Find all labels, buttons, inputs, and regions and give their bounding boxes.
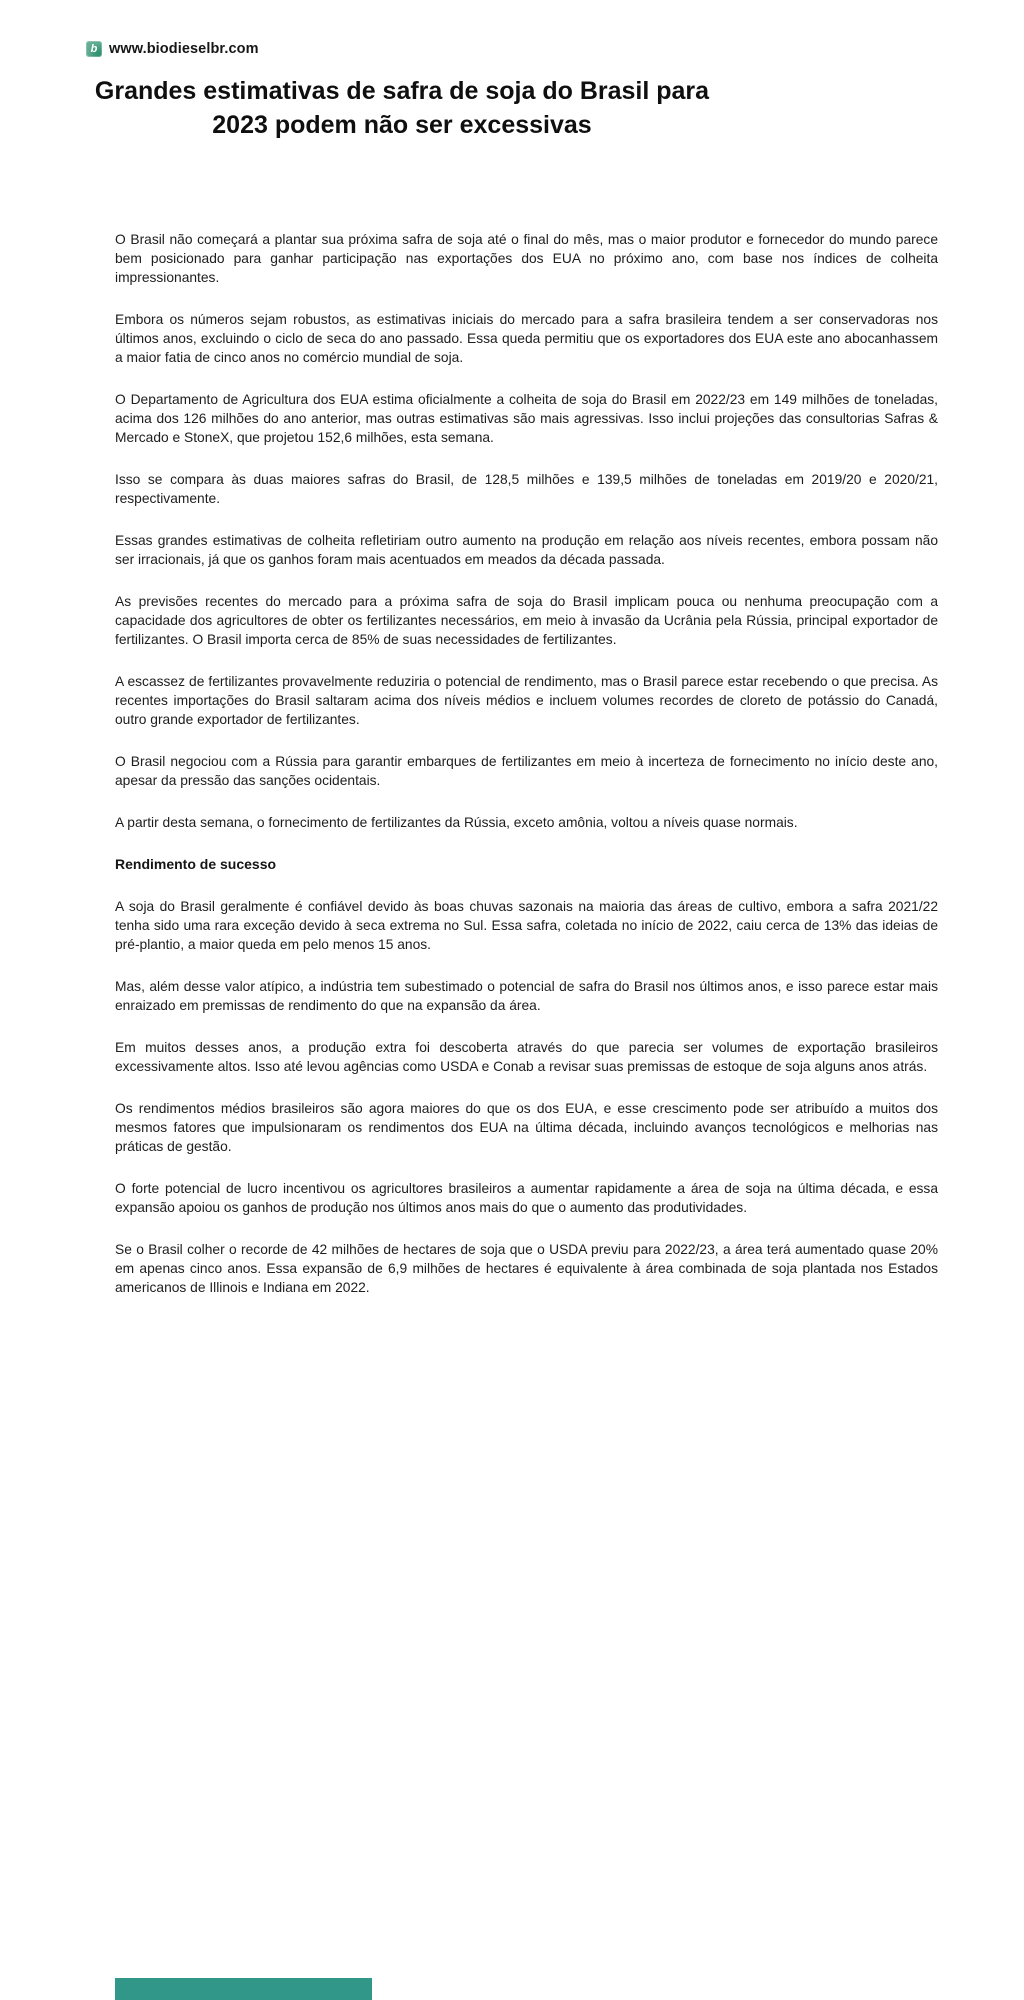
site-header: [86, 41, 259, 57]
paragraph: O Brasil negociou com a Rússia para garantir embarques de fertilizantes em meio à incerteza de fornecimento no início deste ano, apesar da pressão das sanções ocidentais.: [115, 754, 938, 788]
paragraph: Embora os números sejam robustos, as estimativas iniciais do mercado para a safra brasileira tendem a ser conservadoras nos últimos anos, excluindo o ciclo de seca do ano passado. Essa queda permitiu que os exportadores dos EUA este ano abocanhassem a maior fatia de cinco anos no comércio mundial de soja.: [115, 312, 938, 365]
article-title: [0, 74, 804, 142]
paragraph: O forte potencial de lucro incentivou os agricultores brasileiros a aumentar rapidamente a área de soja na última década, e essa expansão apoiou os ganhos de produção nos últimos anos mais do que o aumento das produtividades.: [115, 1181, 938, 1215]
article-title-line2: 2023 podem não ser excessivas: [212, 111, 592, 139]
paragraph: Essas grandes estimativas de colheita refletiriam outro aumento na produção em relação aos níveis recentes, embora possam não ser irracionais, já que os ganhos foram mais acentuados em meados da década passada.: [115, 533, 938, 567]
paragraph: Mas, além desse valor atípico, a indústria tem subestimado o potencial de safra do Brasil nos últimos anos, e isso parece estar mais enraizado em premissas de rendimento do que na expansão da área.: [115, 979, 938, 1013]
site-url: www.biodieselbr.com: [109, 41, 259, 57]
footer-bar: [115, 1978, 372, 2000]
paragraph: A soja do Brasil geralmente é confiável devido às boas chuvas sazonais na maioria das áreas de cultivo, embora a safra 2021/22 tenha sido uma rara exceção devido à seca extrema no Sul. Essa safra, coletada no início de 2022, caiu cerca de 13% das ideias de pré-plantio, a maior queda em pelo menos 15 anos.: [115, 899, 938, 952]
section-heading: Rendimento de sucesso: [115, 856, 277, 872]
paragraph: O Departamento de Agricultura dos EUA estima oficialmente a colheita de soja do Brasil em 2022/23 em 149 milhões de toneladas, acima dos 126 milhões do ano anterior, mas outras estimativas são mais agressivas. Isso inclui projeções das consultorias Safras & Mercado e StoneX, que projetou 152,6 milhões, esta semana.: [115, 392, 938, 445]
paragraph: Isso se compara às duas maiores safras do Brasil, de 128,5 milhões e 139,5 milhões de toneladas em 2019/20 e 2020/21, respectivamente.: [115, 472, 938, 506]
paragraph: As previsões recentes do mercado para a próxima safra de soja do Brasil implicam pouca ou nenhuma preocupação com a capacidade dos agricultores de obter os fertilizantes necessários, em meio à invasão da Ucrânia pela Rússia, principal exportador de fertilizantes. O Brasil importa cerca de 85% de suas necessidades de fertilizantes.: [115, 594, 938, 647]
paragraph: A escassez de fertilizantes provavelmente reduziria o potencial de rendimento, mas o Brasil parece estar recebendo o que precisa. As recentes importações do Brasil saltaram acima dos níveis médios e incluem volumes recordes de cloreto de potássio do Canadá, outro grande exportador de fertilizantes.: [115, 674, 938, 727]
paragraph: A partir desta semana, o fornecimento de fertilizantes da Rússia, exceto amônia, voltou a níveis quase normais.: [115, 815, 798, 830]
article-body: [115, 230, 938, 1320]
site-favicon-icon: b: [86, 41, 102, 57]
paragraph: Em muitos desses anos, a produção extra foi descoberta através do que parecia ser volumes de exportação brasileiros excessivamente altos. Isso até levou agências como USDA e Conab a revisar suas premissas de estoque de soja alguns anos atrás.: [115, 1040, 938, 1074]
paragraph: O Brasil não começará a plantar sua próxima safra de soja até o final do mês, mas o maior produtor e fornecedor do mundo parece bem posicionado para ganhar participação nas exportações dos EUA no próximo ano, com base nos índices de colheita impressionantes.: [115, 232, 938, 285]
article-title-line1: Grandes estimativas de safra de soja do Brasil para: [94, 77, 710, 105]
paragraph: Os rendimentos médios brasileiros são agora maiores do que os dos EUA, e esse crescimento pode ser atribuído a muitos dos mesmos fatores que impulsionaram os rendimentos dos EUA na última década, incluindo avanços tecnológicos e melhorias nas práticas de gestão.: [115, 1101, 938, 1154]
paragraph: Se o Brasil colher o recorde de 42 milhões de hectares de soja que o USDA previu para 2022/23, a área terá aumentado quase 20% em apenas cinco anos. Essa expansão de 6,9 milhões de hectares é equivalente à área combinada de soja plantada nos Estados americanos de Illinois e Indiana em 2022.: [115, 1242, 938, 1295]
